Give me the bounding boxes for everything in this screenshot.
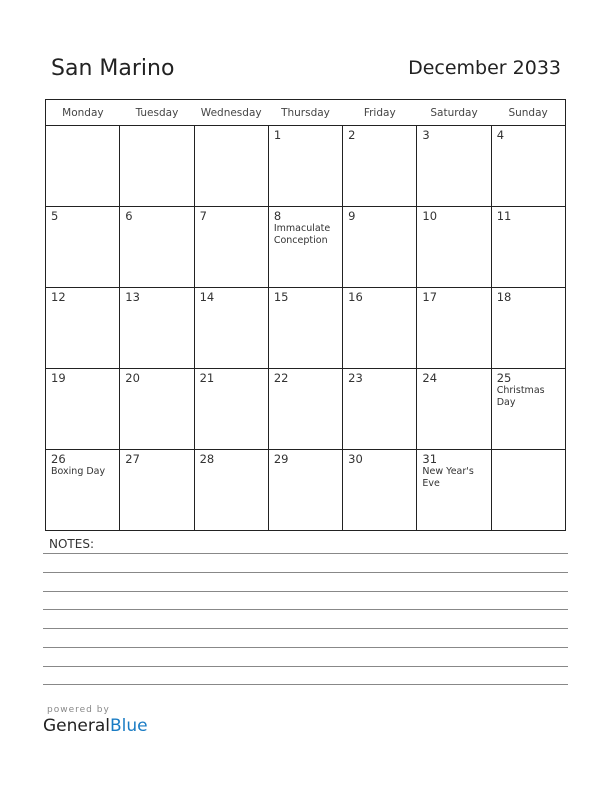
day-number: 22 xyxy=(273,371,289,385)
day-number: 13 xyxy=(125,290,140,304)
holiday-label: Immaculate Conception xyxy=(273,223,331,246)
week-row xyxy=(46,288,566,369)
day-cell xyxy=(491,288,565,369)
day-cell xyxy=(120,126,194,207)
day-number: 28 xyxy=(199,452,215,466)
day-cell xyxy=(46,126,120,207)
day-cell xyxy=(343,207,417,288)
day-cell xyxy=(417,450,491,531)
day-cell xyxy=(194,369,268,450)
day-number: 12 xyxy=(51,290,66,304)
day-cell xyxy=(417,207,491,288)
day-cell xyxy=(343,369,417,450)
week-row xyxy=(46,369,566,450)
weekday-header-row xyxy=(46,100,566,126)
month-title: December 2033 xyxy=(408,57,561,79)
day-cell xyxy=(46,288,120,369)
day-cell xyxy=(268,126,342,207)
country-title: San Marino xyxy=(51,56,175,81)
generalblue-logo xyxy=(43,716,148,736)
day-cell xyxy=(343,126,417,207)
day-number: 4 xyxy=(496,128,505,142)
week-row xyxy=(46,207,566,288)
weekday-header: Tuesday xyxy=(120,100,194,126)
brand-general: General xyxy=(43,716,110,736)
day-number: 6 xyxy=(125,209,133,223)
day-number: 31 xyxy=(422,452,438,466)
day-cell xyxy=(46,450,120,531)
weekday-header: Wednesday xyxy=(194,100,268,126)
day-cell xyxy=(343,288,417,369)
weekday-header: Saturday xyxy=(417,100,491,126)
day-number: 14 xyxy=(199,290,215,304)
day-cell xyxy=(194,450,268,531)
notes-line xyxy=(43,684,568,685)
brand-blue: Blue xyxy=(110,716,148,736)
weekday-header: Thursday xyxy=(268,100,342,126)
week-row xyxy=(46,126,566,207)
day-number: 17 xyxy=(422,290,438,304)
day-cell xyxy=(491,450,565,531)
powered-by: powered by xyxy=(47,705,110,715)
day-number: 21 xyxy=(199,371,215,385)
day-number: 8 xyxy=(273,209,282,223)
day-number: 25 xyxy=(496,371,512,385)
day-cell xyxy=(194,288,268,369)
day-number: 16 xyxy=(348,290,363,304)
day-cell xyxy=(120,288,194,369)
calendar-grid xyxy=(45,99,566,531)
day-number: 3 xyxy=(422,128,430,142)
day-cell xyxy=(120,207,194,288)
day-cell xyxy=(120,369,194,450)
day-number: 19 xyxy=(51,371,66,385)
notes-line xyxy=(43,666,568,667)
day-cell xyxy=(417,369,491,450)
day-number: 5 xyxy=(51,209,59,223)
weekday-header: Sunday xyxy=(491,100,565,126)
day-cell xyxy=(417,126,491,207)
day-cell xyxy=(120,450,194,531)
day-cell xyxy=(491,369,565,450)
day-cell xyxy=(491,126,565,207)
holiday-label: New Year's Eve xyxy=(422,466,474,489)
day-number: 30 xyxy=(348,452,363,466)
day-number: 29 xyxy=(273,452,289,466)
day-cell xyxy=(491,207,565,288)
day-number: 15 xyxy=(273,290,289,304)
day-cell xyxy=(194,126,268,207)
day-cell xyxy=(268,369,342,450)
day-cell xyxy=(268,207,342,288)
holiday-label: Christmas Day xyxy=(496,385,545,408)
day-cell xyxy=(194,207,268,288)
day-number: 10 xyxy=(422,209,438,223)
notes-line xyxy=(43,591,568,592)
day-number: 18 xyxy=(496,290,512,304)
day-number: 26 xyxy=(51,452,66,466)
weekday-header: Friday xyxy=(343,100,417,126)
notes-line xyxy=(43,572,568,573)
day-cell xyxy=(268,450,342,531)
day-number: 27 xyxy=(125,452,140,466)
day-cell xyxy=(343,450,417,531)
day-number: 23 xyxy=(348,371,363,385)
day-cell xyxy=(417,288,491,369)
day-number: 2 xyxy=(348,128,356,142)
day-cell xyxy=(268,288,342,369)
notes-line xyxy=(43,628,568,629)
day-number: 7 xyxy=(199,209,207,223)
weekday-header: Monday xyxy=(46,100,120,126)
day-number: 1 xyxy=(273,128,282,142)
notes-line xyxy=(43,647,568,648)
notes-line xyxy=(43,553,568,554)
notes-line xyxy=(43,609,568,610)
notes-label: NOTES: xyxy=(49,537,94,551)
day-number: 20 xyxy=(125,371,140,385)
holiday-label: Boxing Day xyxy=(51,466,106,477)
day-cell xyxy=(46,207,120,288)
day-cell xyxy=(46,369,120,450)
day-number: 9 xyxy=(348,209,356,223)
day-number: 24 xyxy=(422,371,438,385)
day-number: 11 xyxy=(496,209,512,223)
week-row xyxy=(46,450,566,531)
